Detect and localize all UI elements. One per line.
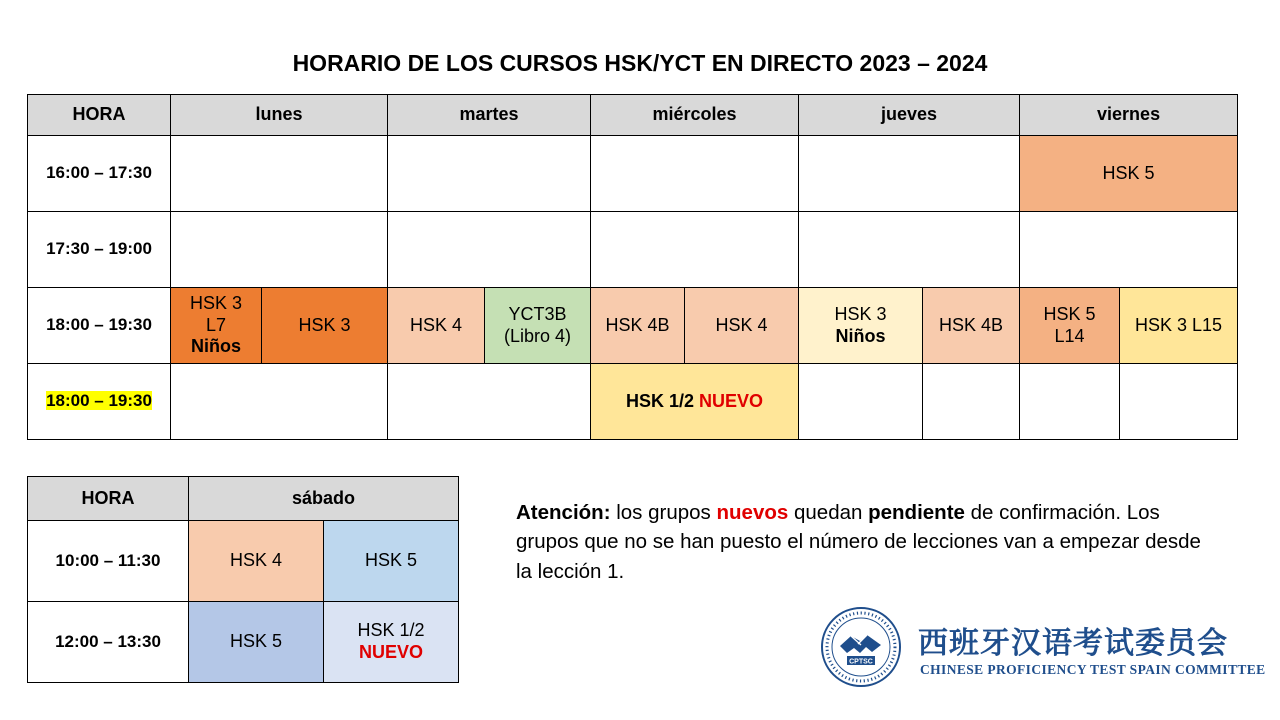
day-header-jueves: jueves — [799, 95, 1020, 136]
day-header-sabado: sábado — [189, 477, 459, 521]
notice-fragment: quedan — [788, 501, 869, 524]
course-cell-sabado-hsk12-nuevo — [324, 602, 459, 683]
course-cell-lunes-hsk3: HSK 3 — [262, 288, 388, 364]
cptsc-logo — [820, 604, 1266, 688]
day-header-miercoles: miércoles — [591, 95, 799, 136]
logo-english-text: CHINESE PROFICIENCY TEST SPAIN COMMITTEE — [920, 662, 1266, 677]
time-cell: 18:00 – 19:30 — [28, 288, 171, 364]
course-cell-miercoles-hsk12-nuevo — [591, 364, 799, 440]
course-line: YCT3B — [508, 303, 567, 324]
course-cell-miercoles-hsk4: HSK 4 — [685, 288, 799, 364]
time-cell: 17:30 – 19:00 — [28, 212, 171, 288]
day-header-martes: martes — [388, 95, 591, 136]
saturday-schedule-table — [27, 476, 459, 683]
empty-cell — [591, 212, 799, 288]
notice-fragment: los grupos — [610, 501, 717, 524]
table-row — [28, 136, 1238, 212]
course-cell-sabado-hsk5: HSK 5 — [324, 521, 459, 602]
empty-cell — [591, 136, 799, 212]
seal-text: CPTSC — [849, 658, 873, 666]
table-row — [28, 364, 1238, 440]
table-row — [28, 212, 1238, 288]
course-cell-sabado-hsk5: HSK 5 — [189, 602, 324, 683]
empty-cell — [1020, 212, 1238, 288]
empty-cell — [388, 212, 591, 288]
course-cell-jueves-hsk4b: HSK 4B — [923, 288, 1020, 364]
course-cell-martes-yct3b — [485, 288, 591, 364]
time-cell: 16:00 – 17:30 — [28, 136, 171, 212]
empty-cell — [923, 364, 1020, 440]
course-line: HSK 3 — [834, 303, 887, 324]
course-cell-viernes-hsk5-l14 — [1020, 288, 1120, 364]
empty-cell — [388, 364, 591, 440]
course-line: Niños — [190, 336, 241, 357]
day-header-lunes: lunes — [171, 95, 388, 136]
handshake-seal-icon — [820, 606, 902, 688]
notice-label: Atención: — [516, 501, 611, 524]
course-line: L7 — [205, 314, 227, 335]
table-row — [28, 288, 1238, 364]
empty-cell — [799, 364, 923, 440]
empty-cell — [171, 136, 388, 212]
course-cell-miercoles-hsk4b: HSK 4B — [591, 288, 685, 364]
course-cell-sabado-hsk4: HSK 4 — [189, 521, 324, 602]
empty-cell — [1020, 364, 1120, 440]
new-badge: NUEVO — [699, 390, 764, 411]
course-cell-viernes-hsk3-l15: HSK 3 L15 — [1120, 288, 1238, 364]
empty-cell — [171, 364, 388, 440]
empty-cell — [388, 136, 591, 212]
notice-fragment: de confirmación. Los grupos que no se han puesto el número de lecciones van a empezar desde la lección 1. — [516, 501, 1201, 583]
empty-cell — [171, 212, 388, 288]
notice-new-word: nuevos — [716, 501, 789, 524]
time-cell: 10:00 – 11:30 — [28, 521, 189, 602]
empty-cell — [1120, 364, 1238, 440]
hora-header: HORA — [28, 95, 171, 136]
header-row — [28, 477, 459, 521]
course-name: HSK 1/2 — [626, 390, 695, 411]
notice-text — [516, 498, 1216, 586]
course-line: HSK 3 — [189, 293, 243, 314]
course-line: HSK 5 — [1043, 303, 1096, 324]
course-cell-martes-hsk4: HSK 4 — [388, 288, 485, 364]
table-row — [28, 521, 459, 602]
table-row — [28, 602, 459, 683]
weekday-schedule-table — [27, 94, 1238, 440]
course-line: (Libro 4) — [504, 325, 572, 346]
page-title: HORARIO DE LOS CURSOS HSK/YCT EN DIRECTO 2023 – 2024 — [292, 50, 988, 76]
new-badge: NUEVO — [358, 642, 423, 662]
course-cell-viernes-hsk5: HSK 5 — [1020, 136, 1238, 212]
notice-pending-word: pendiente — [868, 501, 965, 524]
empty-cell — [799, 136, 1020, 212]
course-cell-jueves-hsk3-ninos — [799, 288, 923, 364]
hora-header: HORA — [28, 477, 189, 521]
course-cell-lunes-hsk3-ninos — [171, 288, 262, 364]
course-line: Niños — [835, 325, 886, 346]
day-header-viernes: viernes — [1020, 95, 1238, 136]
course-line: L14 — [1054, 325, 1085, 346]
highlighted-time: 18:00 – 19:30 — [46, 391, 152, 411]
logo-chinese-text: 西班牙汉语考试委员会 — [918, 626, 1228, 661]
time-cell: 12:00 – 13:30 — [28, 602, 189, 683]
header-row — [28, 95, 1238, 136]
time-cell-highlighted — [28, 364, 171, 440]
course-name: HSK 1/2 — [357, 620, 425, 641]
empty-cell — [799, 212, 1020, 288]
